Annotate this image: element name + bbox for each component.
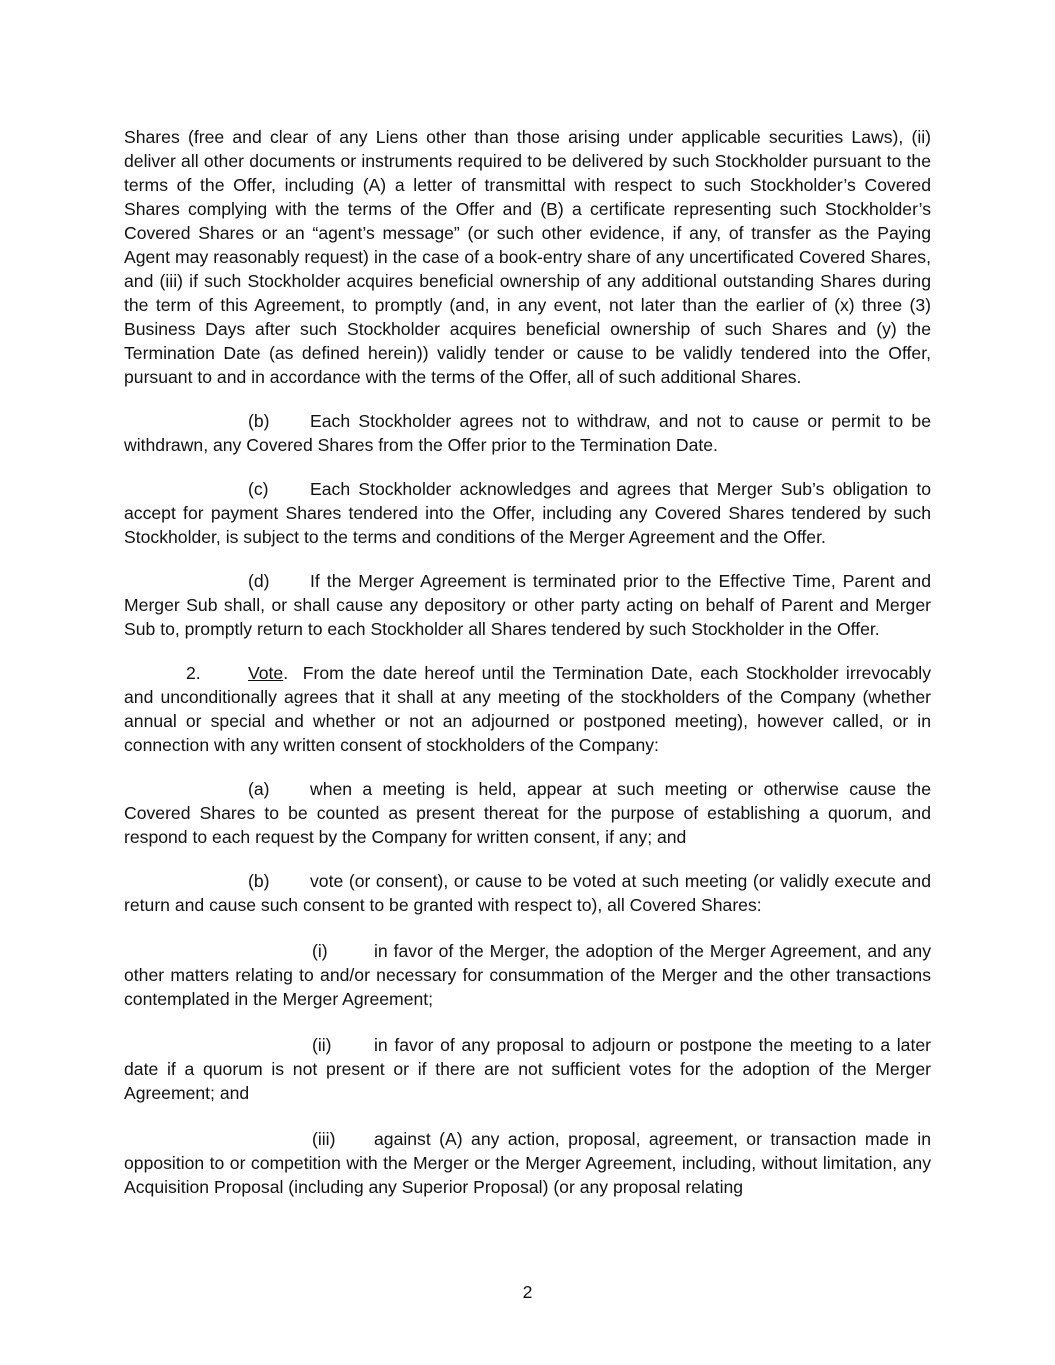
section-heading: Vote <box>248 663 284 683</box>
continuation-paragraph: Shares (free and clear of any Liens other than those arising under applicable securities Laws), (ii) deliver all other documents or instruments required to be delivered by such Stockholder pursuant to the terms of the Offer, including (A) a letter of transmittal with respect to such Stockholder’s Covered Shares complying with the terms of the Offer and (B) a certificate representing such Stockholder’s Covered Shares or an “agent’s message” (or such other evidence, if any, of transfer as the Paying Agent may reasonably request) in the case of a book-entry share of any uncertificated Covered Shares, and (iii) if such Stockholder acquires beneficial ownership of any additional outstanding Shares during the term of this Agreement, to promptly (and, in any event, not later than the earlier of (x) three (3) Business Days after such Stockholder acquires beneficial ownership of such Shares and (y) the Termination Date (as defined herein)) validly tender or cause to be validly tendered into the Offer, pursuant to and in accordance with the terms of the Offer, all of such additional Shares. <box>124 127 931 387</box>
document-page <box>124 125 931 1199</box>
subsection-text: vote (or consent), or cause to be voted at such meeting (or validly execute and return and cause such consent to be granted with respect to), all Covered Shares: <box>124 871 931 915</box>
section-2-b-clause-ii <box>124 1033 931 1105</box>
section-text: From the date hereof until the Termination Date, each Stockholder irrevocably and unconditionally agrees that it shall at any meeting of the stockholders of the Company (whether annual or special and whether or not an adjourned or postponed meeting), however called, or in connection with any written consent of stockholders of the Company: <box>124 663 932 755</box>
subsection-label: (a) <box>248 779 270 799</box>
subsection-label: (c) <box>248 479 269 499</box>
section-2-b-clause-i <box>124 939 931 1011</box>
subsection-text: If the Merger Agreement is terminated prior to the Effective Time, Parent and Merger Sub shall, or shall cause any depository or other party acting on behalf of Parent and Merger Sub to, promptly return to each Stockholder all Shares tendered by such Stockholder in the Offer. <box>124 571 931 639</box>
subsection-d-termination <box>124 569 931 641</box>
clause-label: (iii) <box>312 1129 336 1149</box>
page-number: 2 <box>522 1282 533 1302</box>
subsection-label: (b) <box>248 411 270 431</box>
section-number: 2. <box>186 663 201 683</box>
section-2-b-clause-iii <box>124 1127 931 1199</box>
subsection-b-offer-withdrawal <box>124 409 931 457</box>
section-heading-punct: . <box>283 663 289 683</box>
section-2-subsection-b <box>124 869 931 917</box>
section-2-vote <box>124 661 931 757</box>
clause-text: in favor of any proposal to adjourn or postpone the meeting to a later date if a quorum is not present or if there are not sufficient votes for the adoption of the Merger Agreement; and <box>124 1035 931 1103</box>
subsection-text: Each Stockholder agrees not to withdraw, and not to cause or permit to be withdrawn, any Covered Shares from the Offer prior to the Termination Date. <box>124 411 931 455</box>
subsection-text: when a meeting is held, appear at such meeting or otherwise cause the Covered Shares to be counted as present thereat for the purpose of establishing a quorum, and respond to each request by the Company for written consent, if any; and <box>124 779 931 847</box>
subsection-c-acceptance <box>124 477 931 549</box>
clause-text: in favor of the Merger, the adoption of the Merger Agreement, and any other matters relating to and/or necessary for consummation of the Merger and the other transactions contemplated in the Merger Agreement; <box>124 941 931 1009</box>
subsection-label: (d) <box>248 571 270 591</box>
section-2-subsection-a <box>124 777 931 849</box>
clause-label: (i) <box>312 941 328 961</box>
subsection-text: Each Stockholder acknowledges and agrees that Merger Sub’s obligation to accept for payment Shares tendered into the Offer, including any Covered Shares tendered by such Stockholder, is subject to the terms and conditions of the Merger Agreement and the Offer. <box>124 479 931 547</box>
clause-text: against (A) any action, proposal, agreement, or transaction made in opposition to or competition with the Merger or the Merger Agreement, including, without limitation, any Acquisition Proposal (including any Superior Proposal) (or any proposal relating <box>124 1129 931 1197</box>
subsection-label: (b) <box>248 871 270 891</box>
clause-label: (ii) <box>312 1035 332 1055</box>
